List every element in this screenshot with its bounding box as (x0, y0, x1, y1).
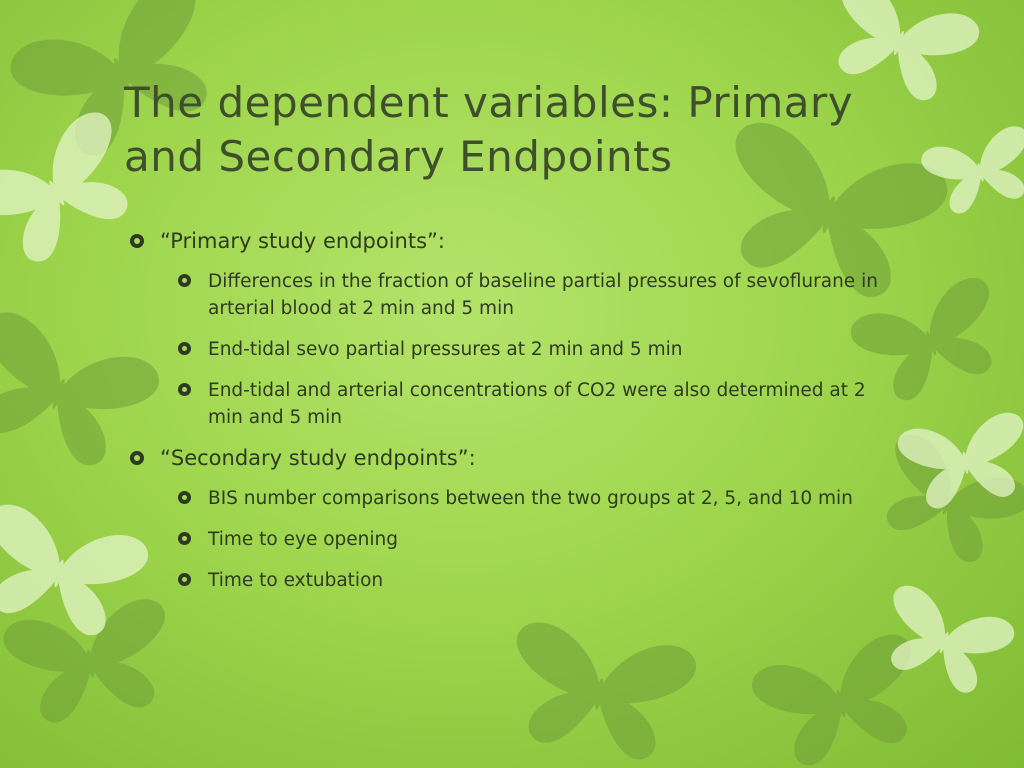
list-item (128, 567, 888, 594)
section-heading-label: “Secondary study endpoints”: (160, 446, 476, 470)
bullet-list (128, 228, 888, 608)
hollow-circle-bullet-icon (178, 491, 191, 504)
hollow-circle-bullet-icon (178, 342, 191, 355)
slide-title (124, 76, 924, 184)
list-item (128, 268, 888, 322)
list-item (128, 336, 888, 363)
title-line-2: and Secondary Endpoints (124, 132, 673, 181)
hollow-circle-bullet-icon (178, 274, 191, 287)
section-heading-label: “Primary study endpoints”: (160, 229, 445, 253)
hollow-circle-bullet-icon (178, 532, 191, 545)
list-item (128, 526, 888, 553)
list-item-text: End-tidal and arterial concentrations of CO2 were also determined at 2 min and 5 min (208, 380, 866, 428)
hollow-circle-bullet-icon (130, 451, 144, 465)
list-item-text: End-tidal sevo partial pressures at 2 min and 5 min (208, 339, 683, 360)
list-item-text: Differences in the fraction of baseline partial pressures of sevoflurane in arterial blood at 2 min and 5 min (208, 271, 878, 319)
list-item (128, 377, 888, 431)
list-item (128, 485, 888, 512)
list-item-text: Time to extubation (208, 570, 384, 591)
section-heading-primary (128, 228, 888, 254)
hollow-circle-bullet-icon (178, 383, 191, 396)
list-item-text: Time to eye opening (208, 529, 398, 550)
hollow-circle-bullet-icon (178, 573, 191, 586)
section-heading-secondary (128, 445, 888, 471)
hollow-circle-bullet-icon (130, 234, 144, 248)
title-line-1: The dependent variables: Primary (124, 78, 854, 127)
list-item-text: BIS number comparisons between the two groups at 2, 5, and 10 min (208, 488, 853, 509)
